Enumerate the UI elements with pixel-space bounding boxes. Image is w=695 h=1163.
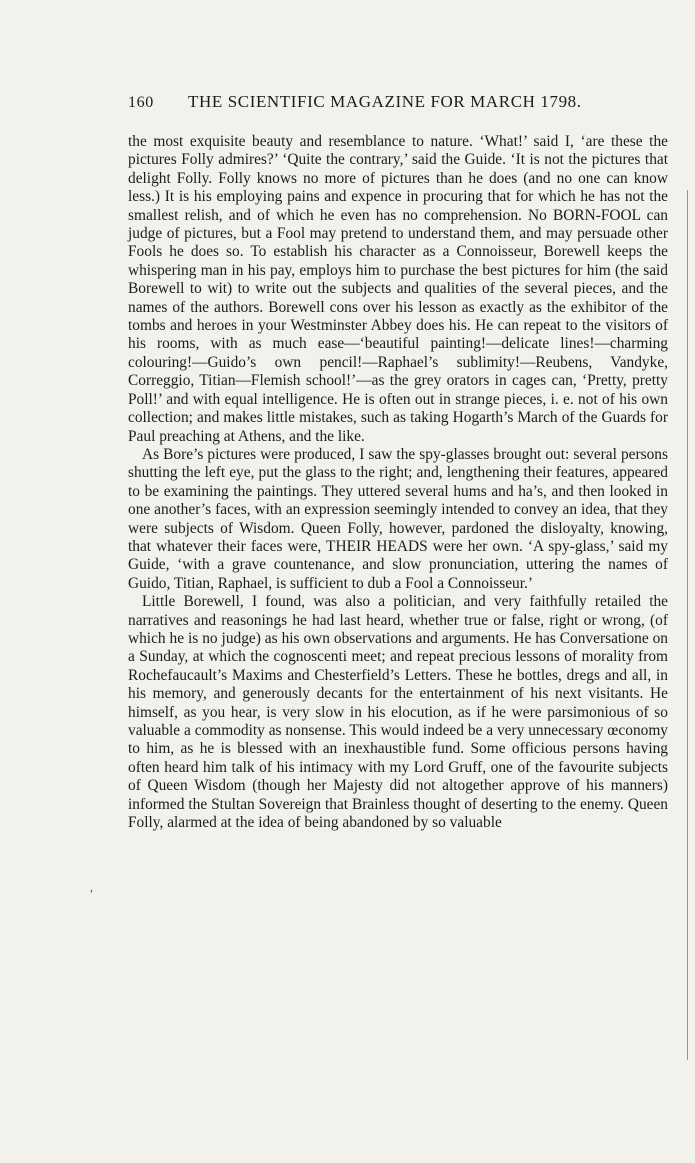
page-header <box>128 92 673 112</box>
page-number: 160 <box>128 94 154 111</box>
body-text <box>128 133 668 832</box>
running-head: THE SCIENTIFIC MAGAZINE FOR MARCH 1798. <box>188 92 582 111</box>
paragraph-3: Little Borewell, I found, was also a politician, and very faithfully retailed the narratives and reasonings he had last heard, whether true or false, right or wrong, (of which he is no judge) as his own observations and arguments. He has Conversatione on a Sunday, at which the cognoscenti meet; and repeat precious lessons of morality from Rochefaucault’s Maxims and Chesterfield’s Letters. These he bottles, dregs and all, in his memory, and generously decants for the entertainment of his next visitants. He himself, as you hear, is very slow in his elocution, as if he were parsimonious of so valuable a commodity as nonsense. This would indeed be a very unnecessary œconomy to him, as he is blessed with an inexhaustible fund. Some officious persons having often heard him talk of his intimacy with my Lord Gruff, one of the favourite subjects of Queen Wisdom (though her Majesty did not altogether approve of his manners) informed the Stultan Sovereign that Brainless thought of deserting to the enemy. Queen Folly, alarmed at the idea of being abandoned by so valuable <box>128 593 668 832</box>
margin-mark: , <box>90 880 93 894</box>
page-edge-rule <box>687 190 688 1060</box>
paragraph-2: As Bore’s pictures were produced, I saw the spy-glasses brought out: several persons shutting the left eye, put the glass to the right; and, lengthening their features, appeared to be examining the paintings. They uttered several hums and ha’s, and then looked in one another’s faces, with an expression seemingly intended to convey an idea, that they were subjects of Wisdom. Queen Folly, however, pardoned the disloyalty, knowing, that whatever their faces were, THEIR HEADS were her own. ‘A spy-glass,’ said my Guide, ‘with a grave countenance, and slow pronunciation, uttering the names of Guido, Titian, Raphael, is sufficient to dub a Fool a Connoisseur.’ <box>128 445 668 592</box>
paragraph-1: the most exquisite beauty and resemblance to nature. ‘What!’ said I, ‘are these the pictures Folly admires?’ ‘Quite the contrary,’ said the Guide. ‘It is not the pictures that delight Folly. Folly knows no more of pictures than he does (and no one can know less.) It is his employing pains and expence in procuring that for which he has not the smallest relish, and of which he even has no comprehension. No BORN-FOOL can judge of pictures, but a Fool may pretend to understand them, and may persuade other Fools he does so. To establish his character as a Connoisseur, Borewell keeps the whispering man in his pay, employs him to purchase the best pictures for him (the said Borewell to wit) to write out the subjects and qualities of the several pieces, and the names of the authors. Borewell cons over his lesson as exactly as the exhibitor of the tombs and heroes in your Westminster Abbey does his. He can repeat to the visitors of his rooms, with as much ease—‘beautiful painting!—delicate lines!—charming colouring!—Guido’s own pencil!—Raphael’s sublimity!—Reubens, Vandyke, Correggio, Titian—Flemish school!’—as the grey orators in cages can, ‘Pretty, pretty Poll!’ and with equal intelligence. He is often out in strange pieces, i. e. not of his own collection; and makes little mistakes, such as taking Hogarth’s March of the Guards for Paul preaching at Athens, and the like. <box>128 133 668 445</box>
